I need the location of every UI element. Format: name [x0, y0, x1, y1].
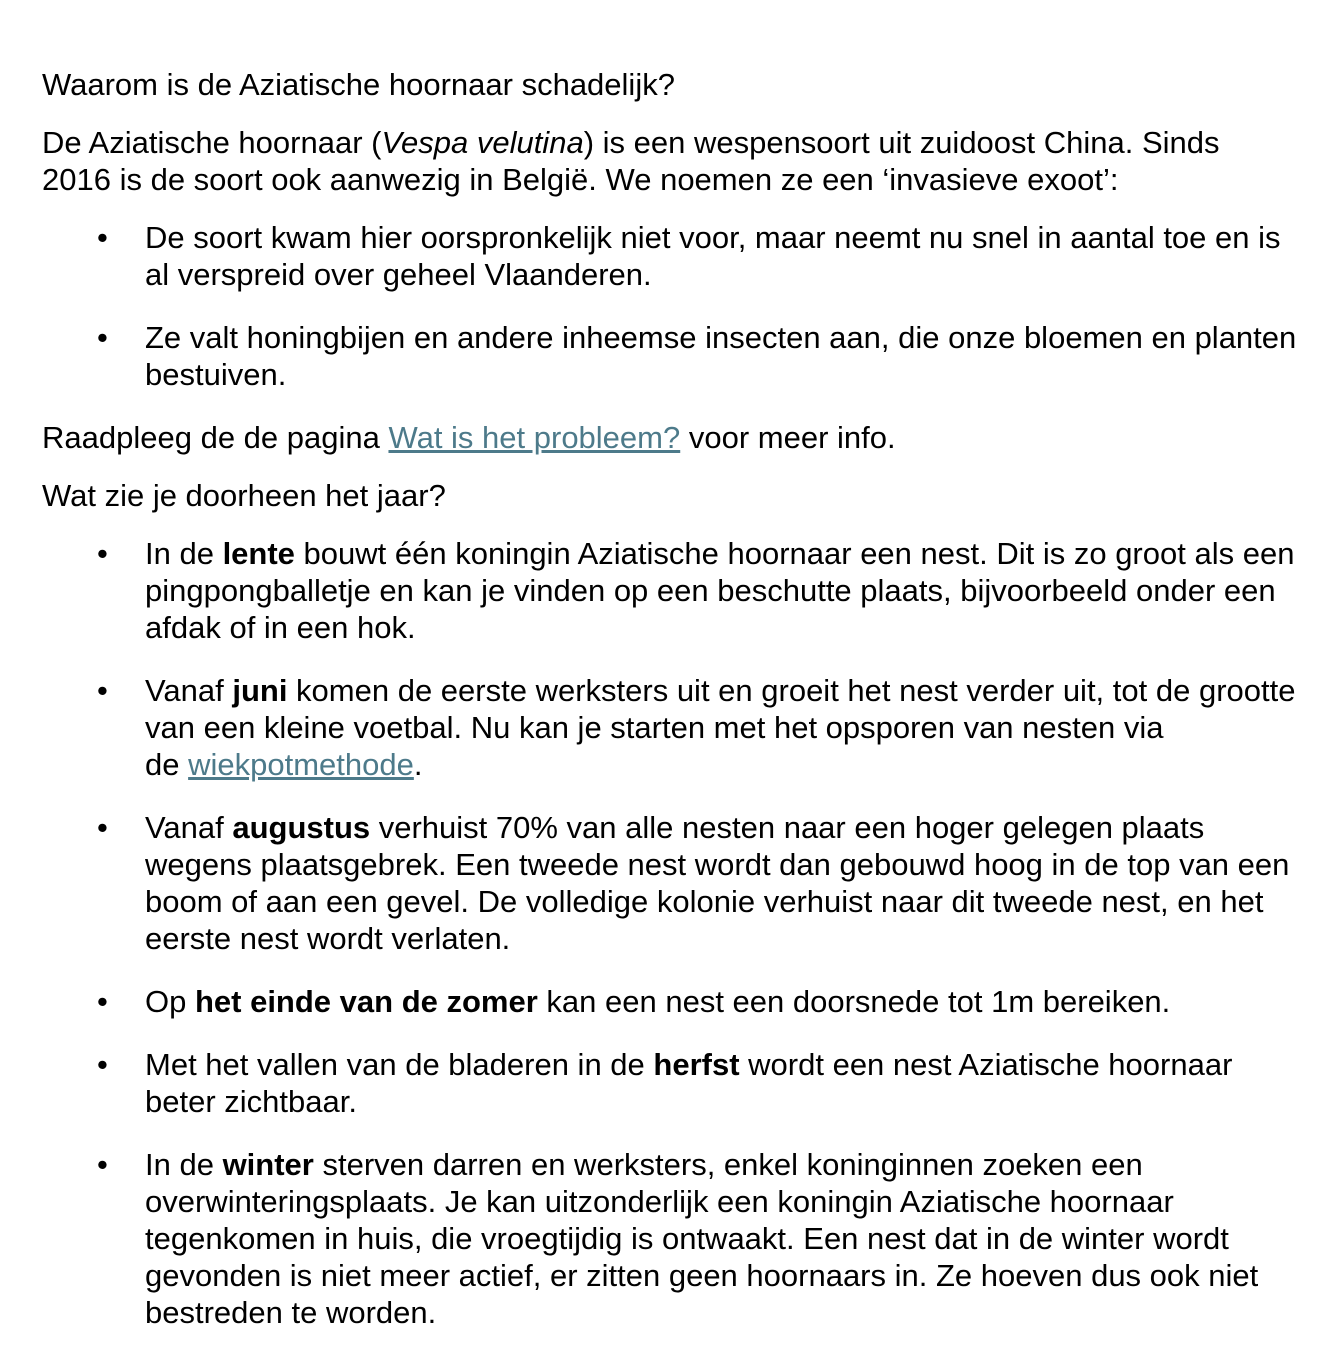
- bold-text: het einde van de zomer: [194, 984, 538, 1019]
- bold-text: winter: [222, 1147, 314, 1182]
- consult-paragraph: [42, 419, 1297, 456]
- text-run: verhuist 70% van alle nesten naar een hoger gelegen plaats wegens plaatsgebrek. Een tweede nest wordt dan gebouwd hoog in de top van een boom of aan een gevel. De volledige kolonie verhuist naar dit tweede nest, en het eerste nest wordt verlaten.: [145, 810, 1290, 956]
- text-run: Vanaf: [145, 810, 233, 845]
- bold-text: herfst: [653, 1047, 740, 1082]
- intro-paragraph: [42, 124, 1297, 198]
- text-run: bouwt één koningin Aziatische hoornaar een nest. Dit is zo groot als een pingpongballetje en kan je vinden op een beschutte plaats, bijvoorbeeld onder een afdak of in een hok.: [145, 536, 1295, 645]
- text-run: sterven darren en werksters, enkel koninginnen zoeken een overwinteringsplaats. Je kan uitzonderlijk een koningin Aziatische hoornaar tegenkomen in huis, die vroegtijdig is ontwaakt. Een nest dat in de winter wordt gevonden is niet meer actief, er zitten geen hoornaars in. Ze hoeven dus ook niet bestreden te worden.: [145, 1147, 1259, 1330]
- text-run: ) is een wespensoort uit zuidoost China. Sinds 2016 is de soort ook aanwezig in België. We noemen ze een ‘invasieve exoot’:: [42, 125, 1220, 197]
- bold-text: juni: [232, 673, 288, 708]
- list-item: [42, 672, 1297, 783]
- text-run: wordt een nest Aziatische hoornaar beter zichtbaar.: [145, 1047, 1233, 1119]
- bold-text: lente: [222, 536, 295, 571]
- list-item: [42, 319, 1297, 393]
- list-item: [42, 1146, 1297, 1331]
- list-item: [42, 1046, 1297, 1120]
- list-item: [42, 983, 1297, 1020]
- text-run: De soort kwam hier oorspronkelijk niet voor, maar neemt nu snel in aantal toe en is al verspreid over geheel Vlaanderen.: [145, 220, 1281, 292]
- text-run: Ze valt honingbijen en andere inheemse insecten aan, die onze bloemen en planten bestuiven.: [145, 320, 1297, 392]
- section-heading-why: Waarom is de Aziatische hoornaar schadelijk?: [42, 67, 675, 102]
- italic-text: Vespa velutina: [381, 125, 584, 160]
- link-wat-is-het-probleem[interactable]: Wat is het probleem?: [388, 420, 681, 455]
- text-run: komen de eerste werksters uit en groeit het nest verder uit, tot de grootte van een kleine voetbal. Nu kan je starten met het opsporen van nesten via de: [145, 673, 1296, 782]
- text-run: In de: [145, 536, 223, 571]
- section-heading-year: Wat zie je doorheen het jaar?: [42, 478, 446, 513]
- text-run: .: [413, 747, 423, 782]
- article-content: [42, 66, 1297, 1331]
- text-run: De Aziatische hoornaar (: [42, 125, 382, 160]
- list-item: [42, 809, 1297, 957]
- why-bullet-list: [42, 219, 1297, 393]
- text-run: In de: [145, 1147, 223, 1182]
- list-item: [42, 219, 1297, 293]
- bold-text: augustus: [232, 810, 371, 845]
- text-run: Vanaf: [145, 673, 233, 708]
- text-run: Raadpleeg de de pagina: [42, 420, 389, 455]
- text-run: Met het vallen van de bladeren in de: [145, 1047, 654, 1082]
- text-run: kan een nest een doorsnede tot 1m bereiken.: [537, 984, 1171, 1019]
- text-run: Op: [145, 984, 195, 1019]
- text-run: voor meer info.: [680, 420, 896, 455]
- list-item: [42, 535, 1297, 646]
- link-wiekpotmethode[interactable]: wiekpotmethode: [188, 747, 414, 782]
- year-bullet-list: [42, 535, 1297, 1331]
